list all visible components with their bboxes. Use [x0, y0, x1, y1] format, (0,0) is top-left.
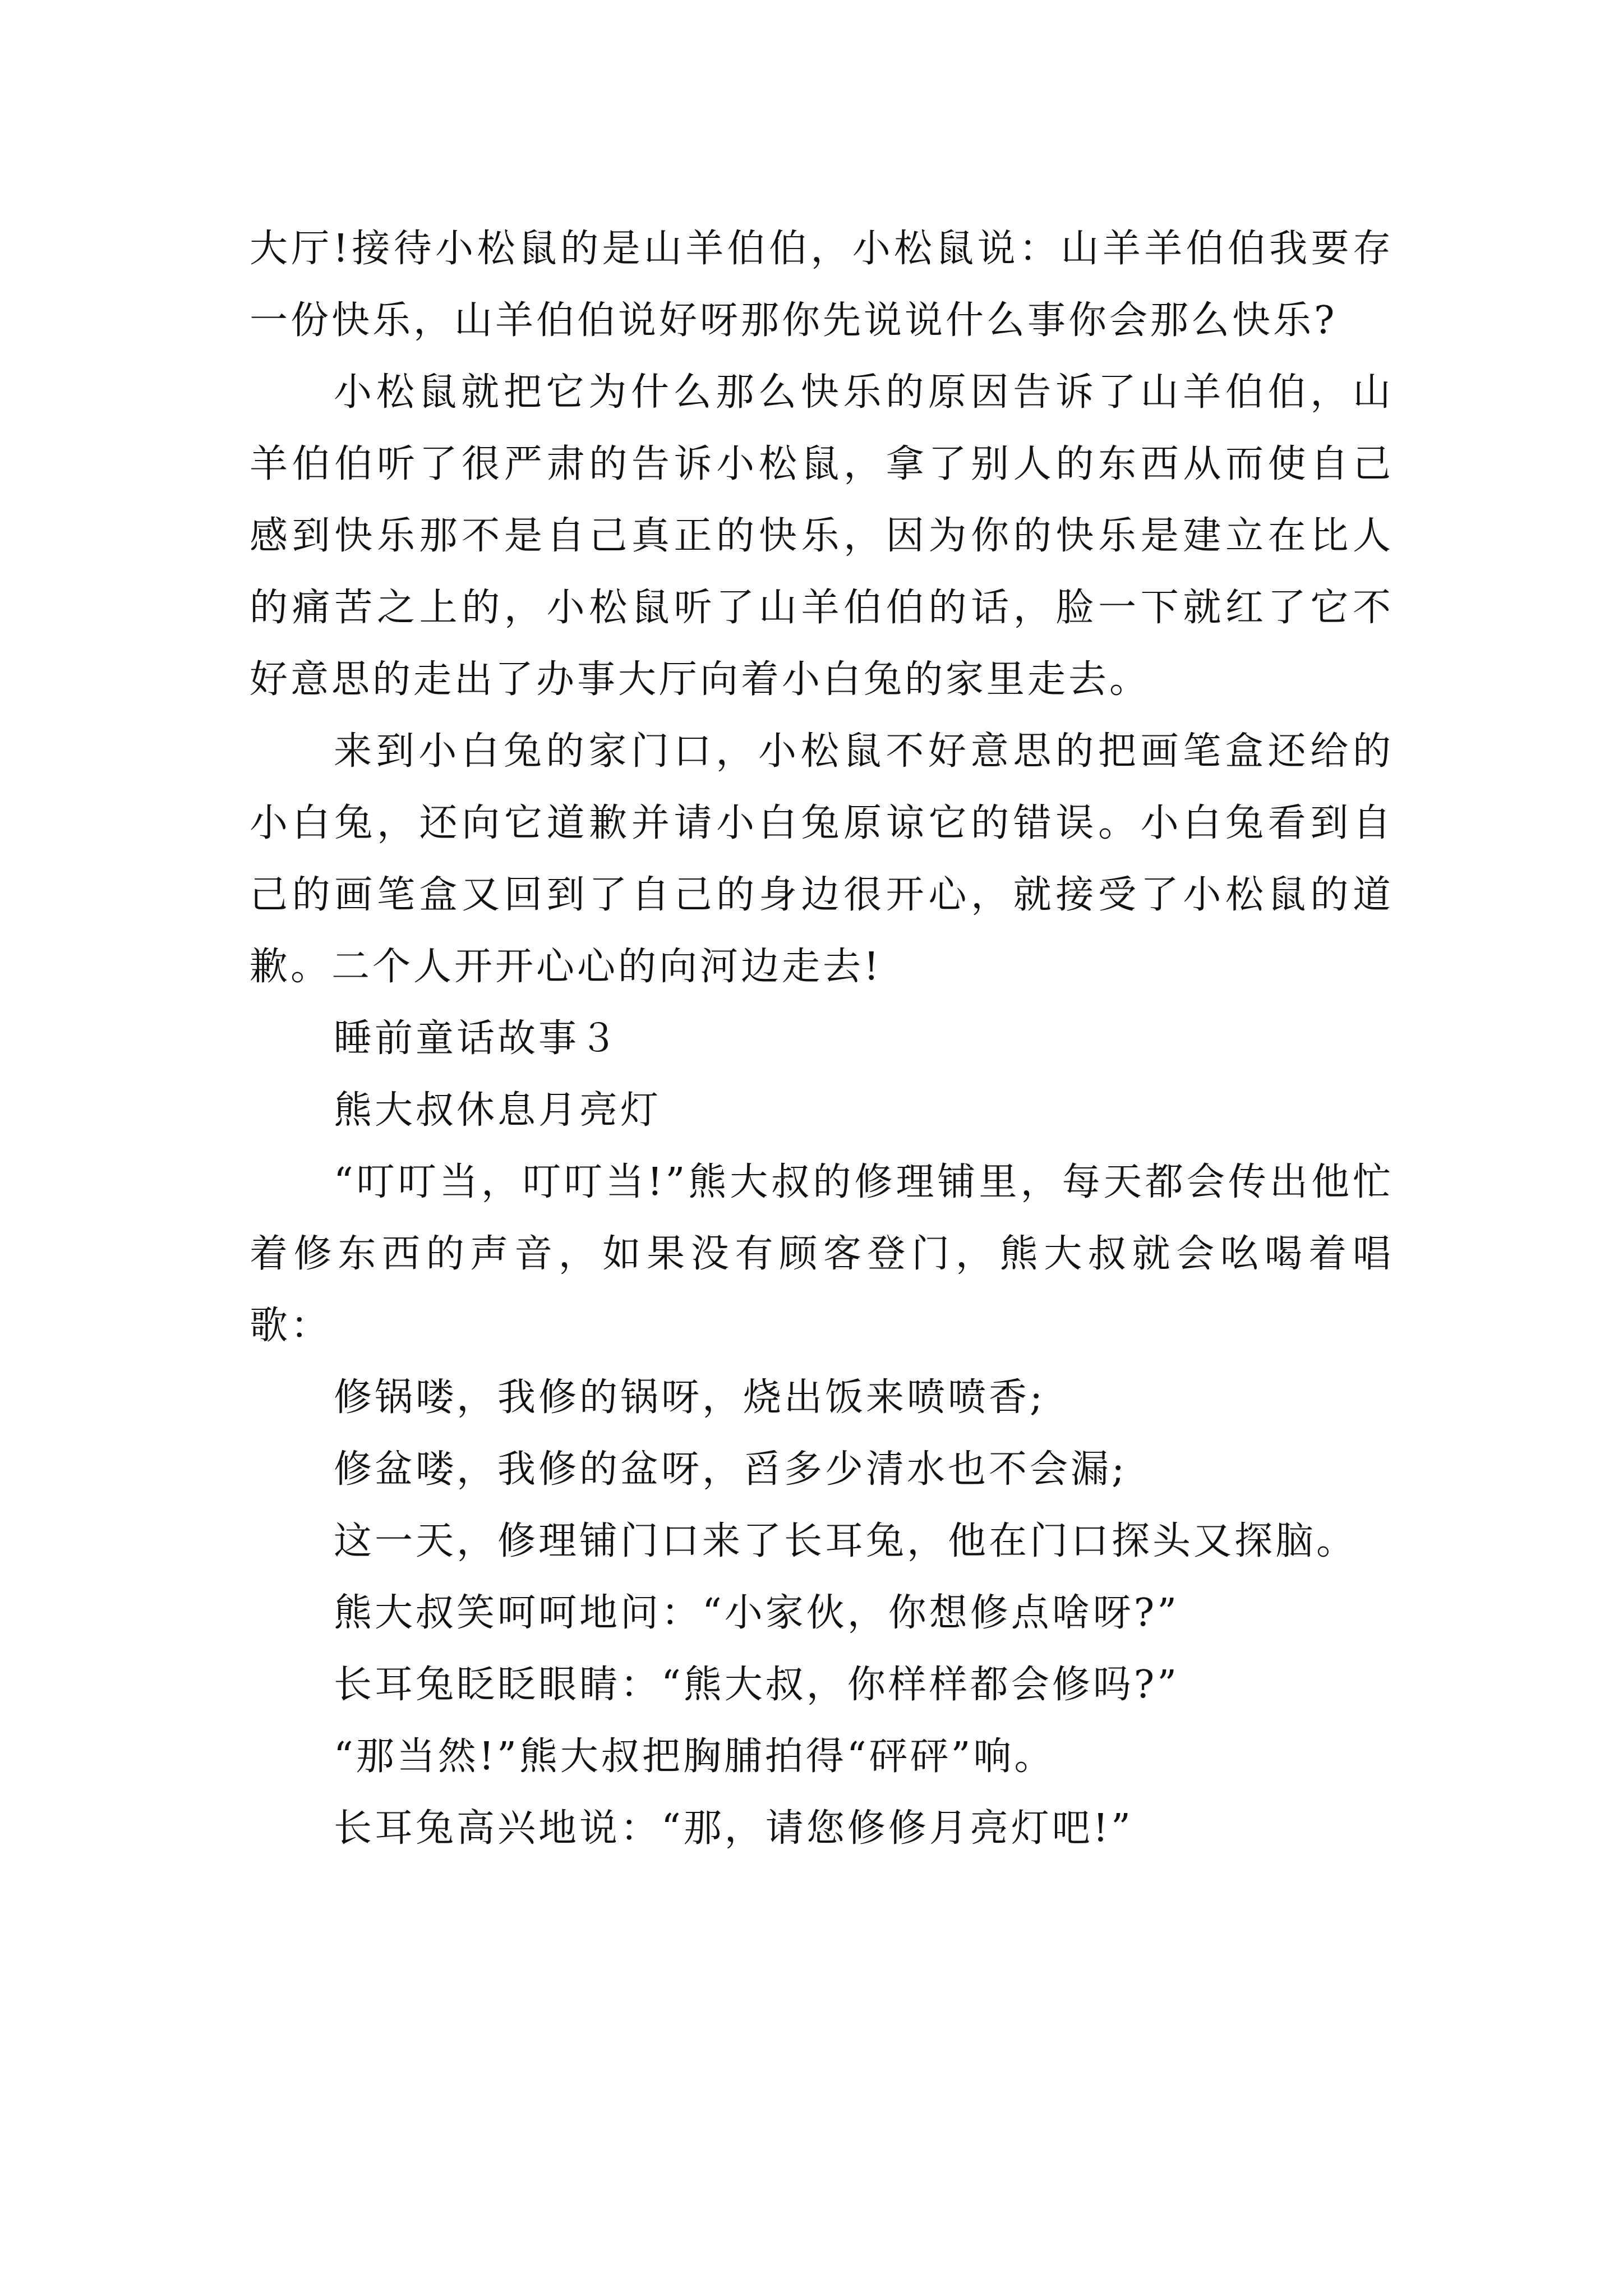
- paragraph: 这一天，修理铺门口来了长耳兔，他在门口探头又探脑。: [334, 1519, 1358, 1563]
- story-text: [250, 213, 1394, 1865]
- story-title: 熊大叔休息月亮灯: [334, 1088, 662, 1133]
- paragraph: 大厅!接待小松鼠的是山羊伯伯，小松鼠说：山羊羊伯伯我要存一份快乐，山羊伯伯说好呀那你先说说什么事你会那么快乐?: [250, 227, 1394, 343]
- dialogue-line: “那当然!”熊大叔把胸脯拍得“砰砰”响。: [334, 1734, 1055, 1779]
- song-line: 修盆喽，我修的盆呀，舀多少清水也不会漏;: [334, 1447, 1127, 1492]
- dialogue-line: 长耳兔眨眨眼睛：“熊大叔，你样样都会修吗?”: [334, 1663, 1179, 1707]
- dialogue-line: 熊大叔笑呵呵地问：“小家伙，你想修点啥呀?”: [334, 1591, 1179, 1635]
- paragraph: 来到小白兔的家门口，小松鼠不好意思的把画笔盒还给的小白兔，还向它道歉并请小白兔原谅它的错误。小白兔看到自己的画笔盒又回到了自己的身边很开心，就接受了小松鼠的道歉。二个人开开心心的向河边走去!: [250, 729, 1394, 989]
- paragraph: “叮叮当，叮叮当!”熊大叔的修理铺里，每天都会传出他忙着修东西的声音，如果没有顾客登门，熊大叔就会吆喝着唱歌：: [250, 1160, 1394, 1348]
- paragraph: 小松鼠就把它为什么那么快乐的原因告诉了山羊伯伯，山羊伯伯听了很严肃的告诉小松鼠，拿了别人的东西从而使自己感到快乐那不是自己真正的快乐，因为你的快乐是建立在比人的痛苦之上的，小松鼠听了山羊伯伯的话，脸一下就红了它不好意思的走出了办事大厅向着小白兔的家里走去。: [250, 370, 1394, 702]
- dialogue-line: 长耳兔高兴地说：“那，请您修修月亮灯吧!”: [334, 1806, 1133, 1851]
- song-line: 修锅喽，我修的锅呀，烧出饭来喷喷香;: [334, 1375, 1045, 1420]
- story-heading: 睡前童话故事３: [334, 1016, 621, 1061]
